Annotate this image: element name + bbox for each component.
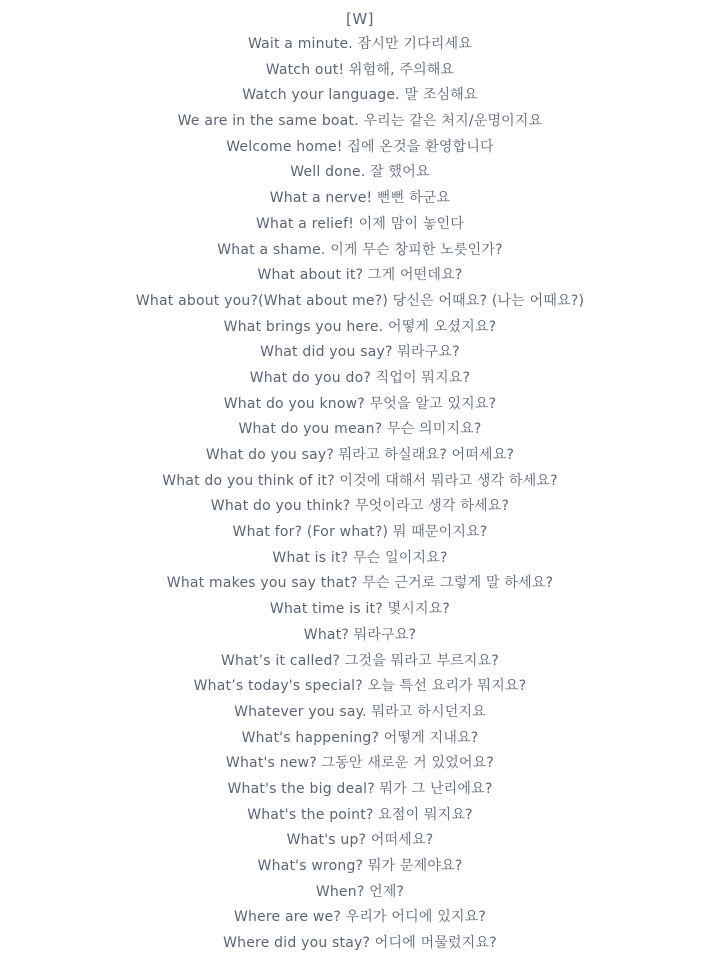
- phrase-line: Where did you stay? 어디에 머물렀지요?: [223, 935, 497, 952]
- phrase-line: What do you do? 직업이 뭐지요?: [249, 369, 471, 386]
- phrase-line: Welcome home! 집에 온것을 환영합니다: [226, 138, 494, 155]
- phrase-line: What for? (For what?) 뭐 때문이지요?: [232, 524, 488, 541]
- phrase-line: What's happening? 어떻게 지내요?: [241, 729, 479, 746]
- phrase-line: What about you?(What about me?) 당신은 어때요? (나는 어때요?): [135, 292, 585, 309]
- phrase-line: Whatever you say. 뭐라고 하시던지요: [234, 703, 486, 720]
- phrase-line: What did you say? 뭐라구요?: [260, 344, 460, 361]
- phrase-line: What's wrong? 뭐가 문제야요?: [257, 858, 463, 874]
- phrase-line: What's new? 그동안 새로운 거 있었어요?: [225, 755, 495, 772]
- phrase-line: What’s it called? 그것을 뭐라고 부르지요?: [220, 652, 499, 669]
- phrase-line: What do you think? 무엇이라고 생각 하세요?: [210, 498, 510, 515]
- phrase-list: [0, 32, 720, 957]
- phrase-line: What brings you here. 어떻게 오셨지요?: [223, 318, 497, 335]
- phrase-line: Watch out! 위험해, 주의해요: [265, 61, 455, 78]
- phrase-line: What do you know? 무엇을 알고 있지요?: [223, 395, 497, 412]
- phrase-line: What a relief! 이제 맘이 놓인다: [255, 215, 465, 232]
- phrase-line: What's the big deal? 뭐가 그 난리에요?: [227, 780, 493, 797]
- phrase-line: What do you say? 뭐라고 하실래요? 어떠세요?: [205, 447, 515, 463]
- phrase-line: What a shame. 이게 무슨 창피한 노릇인가?: [217, 241, 503, 258]
- phrase-line: What makes you say that? 무슨 근거로 그렇게 말 하세요?: [166, 575, 554, 592]
- phrase-line: What’s today's special? 오늘 특선 요리가 뭐지요?: [193, 678, 527, 695]
- phrase-line: What time is it? 몇시지요?: [269, 601, 451, 618]
- phrase-line: What's the point? 요점이 뭐지요?: [247, 806, 473, 823]
- phrase-line: Where are we? 우리가 어디에 있지요?: [233, 909, 487, 926]
- phrase-line: We are in the same boat. 우리는 같은 처지/운명이지요: [177, 113, 543, 130]
- phrase-line: Well done. 잘 했어요: [290, 164, 430, 181]
- phrase-line: What do you mean? 무슨 의미지요?: [238, 421, 482, 438]
- phrase-line: Watch your language. 말 조심해요: [242, 87, 478, 104]
- phrase-line: What? 뭐라구요?: [303, 626, 417, 643]
- section-heading: [W]: [345, 10, 375, 28]
- phrase-line: When? 언제?: [315, 883, 405, 900]
- phrase-line: What a nerve! 뻔뻔 하군요: [269, 190, 451, 207]
- phrase-line: What do you think of it? 이것에 대해서 뭐라고 생각 하세요?: [162, 472, 558, 489]
- phrase-line: What about it? 그게 어떤데요?: [257, 267, 463, 284]
- phrase-line: Wait a minute. 잠시만 기다리세요: [247, 36, 473, 52]
- phrase-line: What's up? 어떠세요?: [286, 832, 434, 849]
- phrase-line: What is it? 무슨 일이지요?: [272, 549, 448, 566]
